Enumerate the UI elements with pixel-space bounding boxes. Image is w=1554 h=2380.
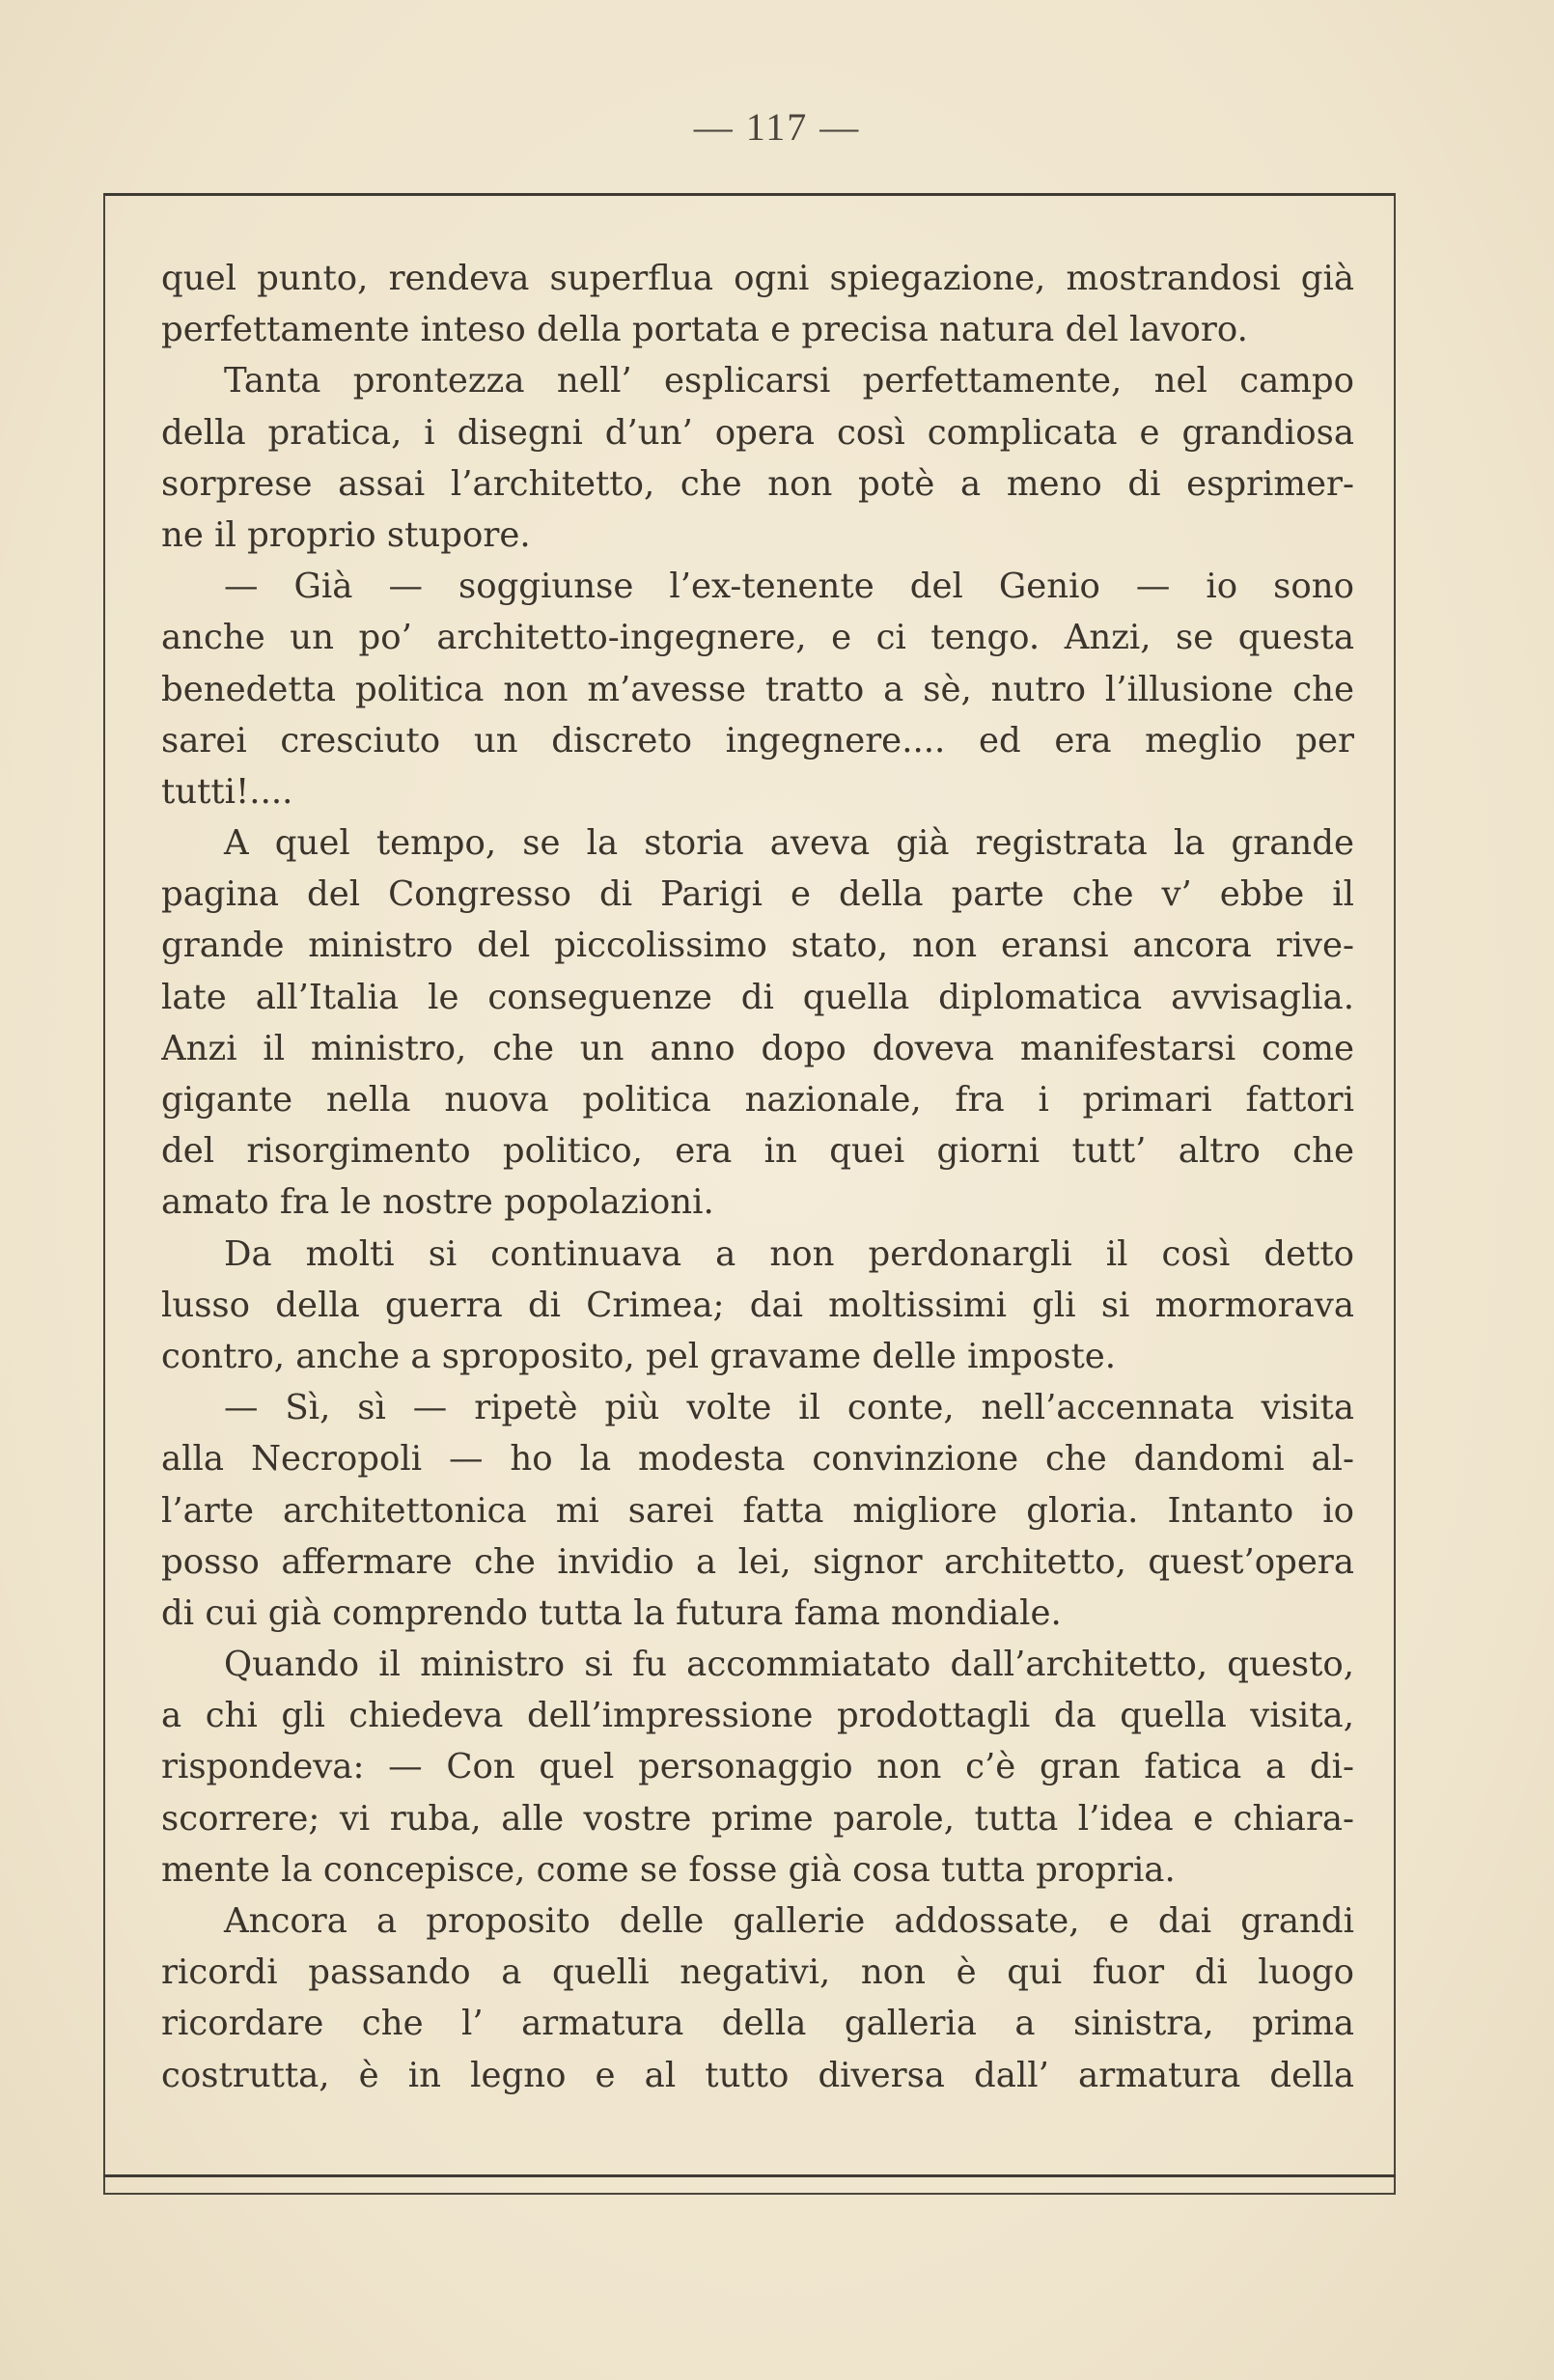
body-text — [161, 253, 1354, 2101]
text-line: mente la concepisce, come se fosse già cosa tutta propria. — [161, 1849, 1176, 1890]
text-line: sarei cresciuto un discreto ingegnere.... ed era meglio per — [161, 720, 1354, 761]
text-line: Ancora a proposito delle gallerie addossate, e dai grandi — [224, 1901, 1354, 1941]
frame-bottom-rule — [103, 2174, 1396, 2177]
text-line: della pratica, i disegni d’un’ opera così complicata e grandiosa — [161, 412, 1354, 453]
frame-left-edge — [103, 2136, 105, 2194]
text-line: gigante nella nuova politica nazionale, fra i primari fattori — [161, 1080, 1354, 1120]
text-line: ricordi passando a quelli negativi, non è qui fuor di luogo — [161, 1952, 1354, 1993]
text-line: sorprese assai l’architetto, che non potè a meno di esprimer- — [161, 463, 1354, 504]
page-number: — 117 — — [693, 105, 861, 149]
text-line: quel punto, rendeva superflua ogni spiegazione, mostrandosi già — [161, 259, 1354, 298]
text-line: lusso della guerra di Crimea; dai moltissimi gli si mormorava — [161, 1285, 1354, 1325]
text-line: del risorgimento politico, era in quei giorni tutt’ altro che — [161, 1131, 1354, 1172]
text-line: posso affermare che invidio a lei, signor architetto, quest’opera — [161, 1541, 1354, 1582]
text-line: l’arte architettonica mi sarei fatta migliore gloria. Intanto io — [161, 1490, 1354, 1531]
text-line: A quel tempo, se la storia aveva già registrata la grande — [224, 823, 1354, 864]
text-line: ricordare che l’ armatura della galleria a sinistra, prima — [161, 2004, 1354, 2044]
text-line: perfettamente inteso della portata e precisa natura del lavoro. — [161, 310, 1248, 350]
frame-bottom-rule-lower — [103, 2193, 1396, 2195]
text-line: rispondeva: — Con quel personaggio non c’è gran fatica a di- — [161, 1747, 1354, 1787]
frame-right-edge — [1394, 2136, 1396, 2194]
text-line: pagina del Congresso di Parigi e della parte che v’ ebbe il — [161, 874, 1354, 915]
text-line: — Già — soggiunse l’ex-tenente del Genio — io sono — [224, 567, 1354, 607]
text-line: di cui già comprendo tutta la futura fama mondiale. — [161, 1592, 1062, 1633]
text-line: Da molti si continuava a non perdonargli il così detto — [224, 1233, 1354, 1274]
text-line: ne il proprio stupore. — [161, 514, 531, 555]
text-line: Quando il ministro si fu accommiatato dall’architetto, questo, — [224, 1645, 1354, 1685]
text-line: — Sì, sì — ripetè più volte il conte, nell’accennata visita — [224, 1388, 1354, 1428]
text-line: anche un po’ architetto-ingegnere, e ci tengo. Anzi, se questa — [161, 618, 1354, 658]
text-line: contro, anche a sproposito, pel gravame delle imposte. — [161, 1336, 1117, 1376]
text-line: amato fra le nostre popolazioni. — [161, 1182, 714, 1223]
text-line: late all’Italia le conseguenze di quella diplomatica avvisaglia. — [161, 977, 1354, 1017]
text-line: alla Necropoli — ho la modesta convinzione che dandomi al- — [161, 1439, 1354, 1480]
text-line: costrutta, è in legno e al tutto diversa dall’ armatura della — [161, 2055, 1354, 2095]
text-line: Tanta prontezza nell’ esplicarsi perfettamente, nel campo — [224, 361, 1354, 401]
text-line: a chi gli chiedeva dell’impressione prodottagli da quella visita, — [161, 1696, 1354, 1736]
text-line: tutti!.... — [161, 771, 293, 812]
text-line: grande ministro del piccolissimo stato, non eransi ancora rive- — [161, 926, 1354, 966]
text-line: benedetta politica non m’avesse tratto a sè, nutro l’illusione che — [161, 669, 1354, 709]
text-line: Anzi il ministro, che un anno dopo doveva manifestarsi come — [161, 1028, 1354, 1068]
text-line: scorrere; vi ruba, alle vostre prime parole, tutta l’idea e chiara- — [161, 1798, 1354, 1839]
